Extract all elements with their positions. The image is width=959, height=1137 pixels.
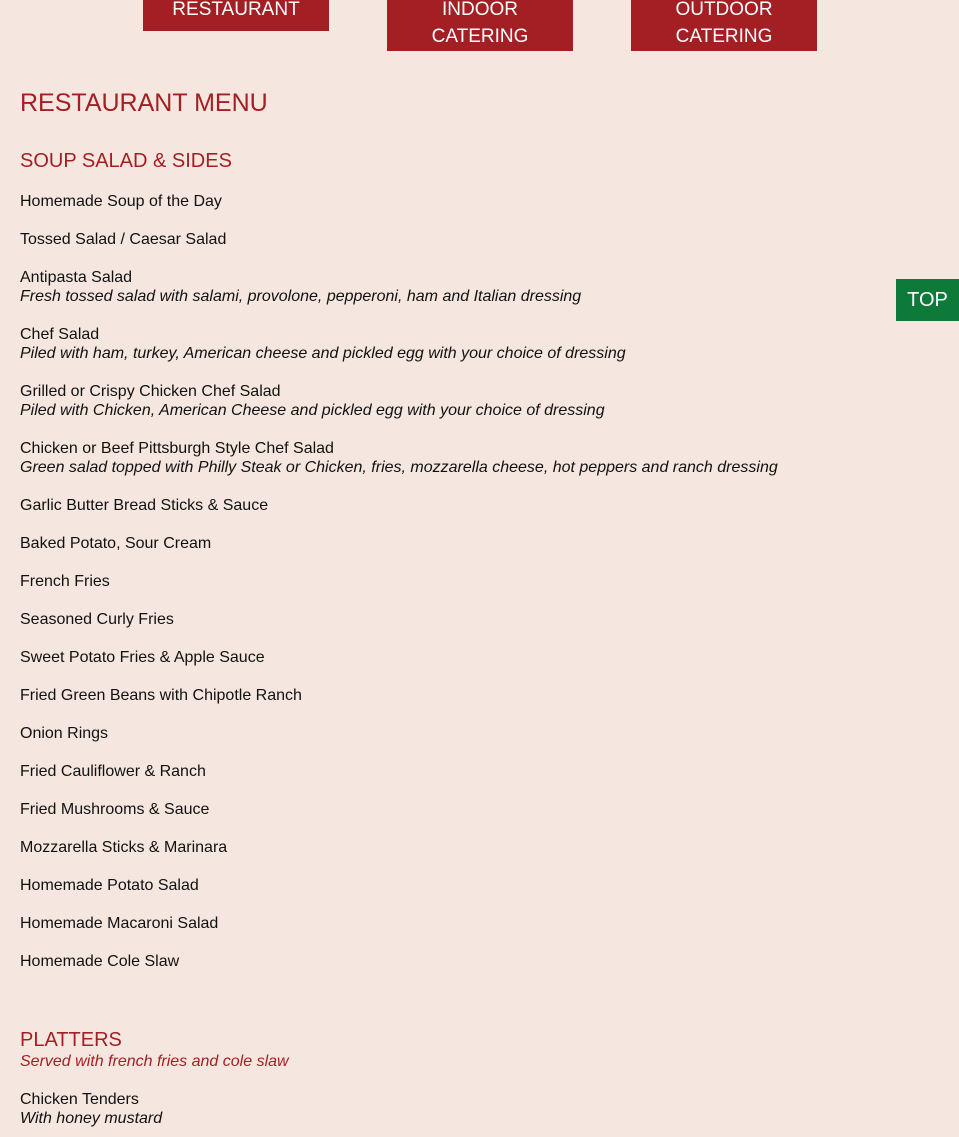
menu-item-description: With honey mustard	[20, 1110, 163, 1127]
menu-item	[20, 534, 211, 553]
menu-item	[20, 230, 226, 249]
section-subtitle: Served with french fries and cole slaw	[20, 1053, 289, 1070]
menu-item-name: Mozzarella Sticks & Marinara	[20, 839, 228, 856]
nav-outdoor-label-line2: CATERING	[675, 26, 773, 47]
menu-item-description: Green salad topped with Philly Steak or Chicken, fries, mozzarella cheese, hot peppers and ranch dressing	[20, 459, 778, 476]
menu-item	[20, 572, 110, 591]
menu-item-name: Antipasta Salad	[20, 269, 133, 286]
menu-item-name: Fried Mushrooms & Sauce	[20, 801, 210, 818]
nav-restaurant-label: RESTAURANT	[172, 0, 300, 20]
menu-item-name: Tossed Salad / Caesar Salad	[20, 231, 227, 248]
menu-item	[20, 838, 227, 857]
menu-item	[20, 439, 778, 477]
menu-item	[20, 914, 218, 933]
menu-item-name: Homemade Potato Salad	[20, 877, 199, 894]
menu-item	[20, 610, 174, 629]
section-title-platters: PLATTERS	[20, 1029, 122, 1051]
menu-item-name: Chicken or Beef Pittsburgh Style Chef Salad	[20, 440, 334, 457]
menu-item	[20, 325, 626, 363]
menu-item-description: Piled with ham, turkey, American cheese and pickled egg with your choice of dressing	[20, 345, 626, 362]
nav-indoor-label-line2: CATERING	[431, 26, 529, 47]
menu-item-name: Seasoned Curly Fries	[20, 611, 174, 628]
nav-restaurant-button[interactable]	[143, 0, 329, 31]
menu-item-name: Fried Cauliflower & Ranch	[20, 763, 206, 780]
menu-item-name: Chicken Tenders	[20, 1091, 139, 1108]
nav-indoor-label-line1: INDOOR	[442, 0, 518, 20]
menu-item-name: Chef Salad	[20, 326, 100, 343]
menu-item-name: Fried Green Beans with Chipotle Ranch	[20, 687, 302, 704]
menu-item	[20, 648, 265, 667]
menu-item-name: Onion Rings	[20, 725, 109, 742]
menu-item-description: Fresh tossed salad with salami, provolone, pepperoni, ham and Italian dressing	[20, 288, 582, 305]
menu-item-name: Homemade Cole Slaw	[20, 953, 180, 970]
section-title-soup-salad-sides: SOUP SALAD & SIDES	[20, 150, 232, 172]
menu-item	[20, 496, 268, 515]
menu-item	[20, 724, 108, 743]
menu-item-name: Homemade Soup of the Day	[20, 193, 222, 210]
page-title: RESTAURANT MENU	[20, 89, 268, 117]
back-to-top-button[interactable]: TOP	[896, 279, 959, 321]
menu-item	[20, 382, 605, 420]
menu-item-name: Baked Potato, Sour Cream	[20, 535, 212, 552]
menu-item	[20, 800, 209, 819]
nav-outdoor-label-line1: OUTDOOR	[675, 0, 773, 20]
menu-item	[20, 686, 302, 705]
menu-item	[20, 1090, 162, 1128]
nav-indoor-catering-button[interactable]	[387, 0, 573, 51]
menu-item-name: Homemade Macaroni Salad	[20, 915, 219, 932]
menu-item-name: French Fries	[20, 573, 110, 590]
menu-item-name: Grilled or Crispy Chicken Chef Salad	[20, 383, 281, 400]
menu-item-name: Sweet Potato Fries & Apple Sauce	[20, 649, 265, 666]
menu-item	[20, 268, 581, 306]
menu-item	[20, 762, 206, 781]
menu-item-name: Garlic Butter Bread Sticks & Sauce	[20, 497, 269, 514]
menu-item	[20, 952, 179, 971]
menu-item	[20, 876, 199, 895]
menu-item	[20, 192, 222, 211]
nav-outdoor-catering-button[interactable]	[631, 0, 817, 51]
menu-item-description: Piled with Chicken, American Cheese and pickled egg with your choice of dressing	[20, 402, 605, 419]
